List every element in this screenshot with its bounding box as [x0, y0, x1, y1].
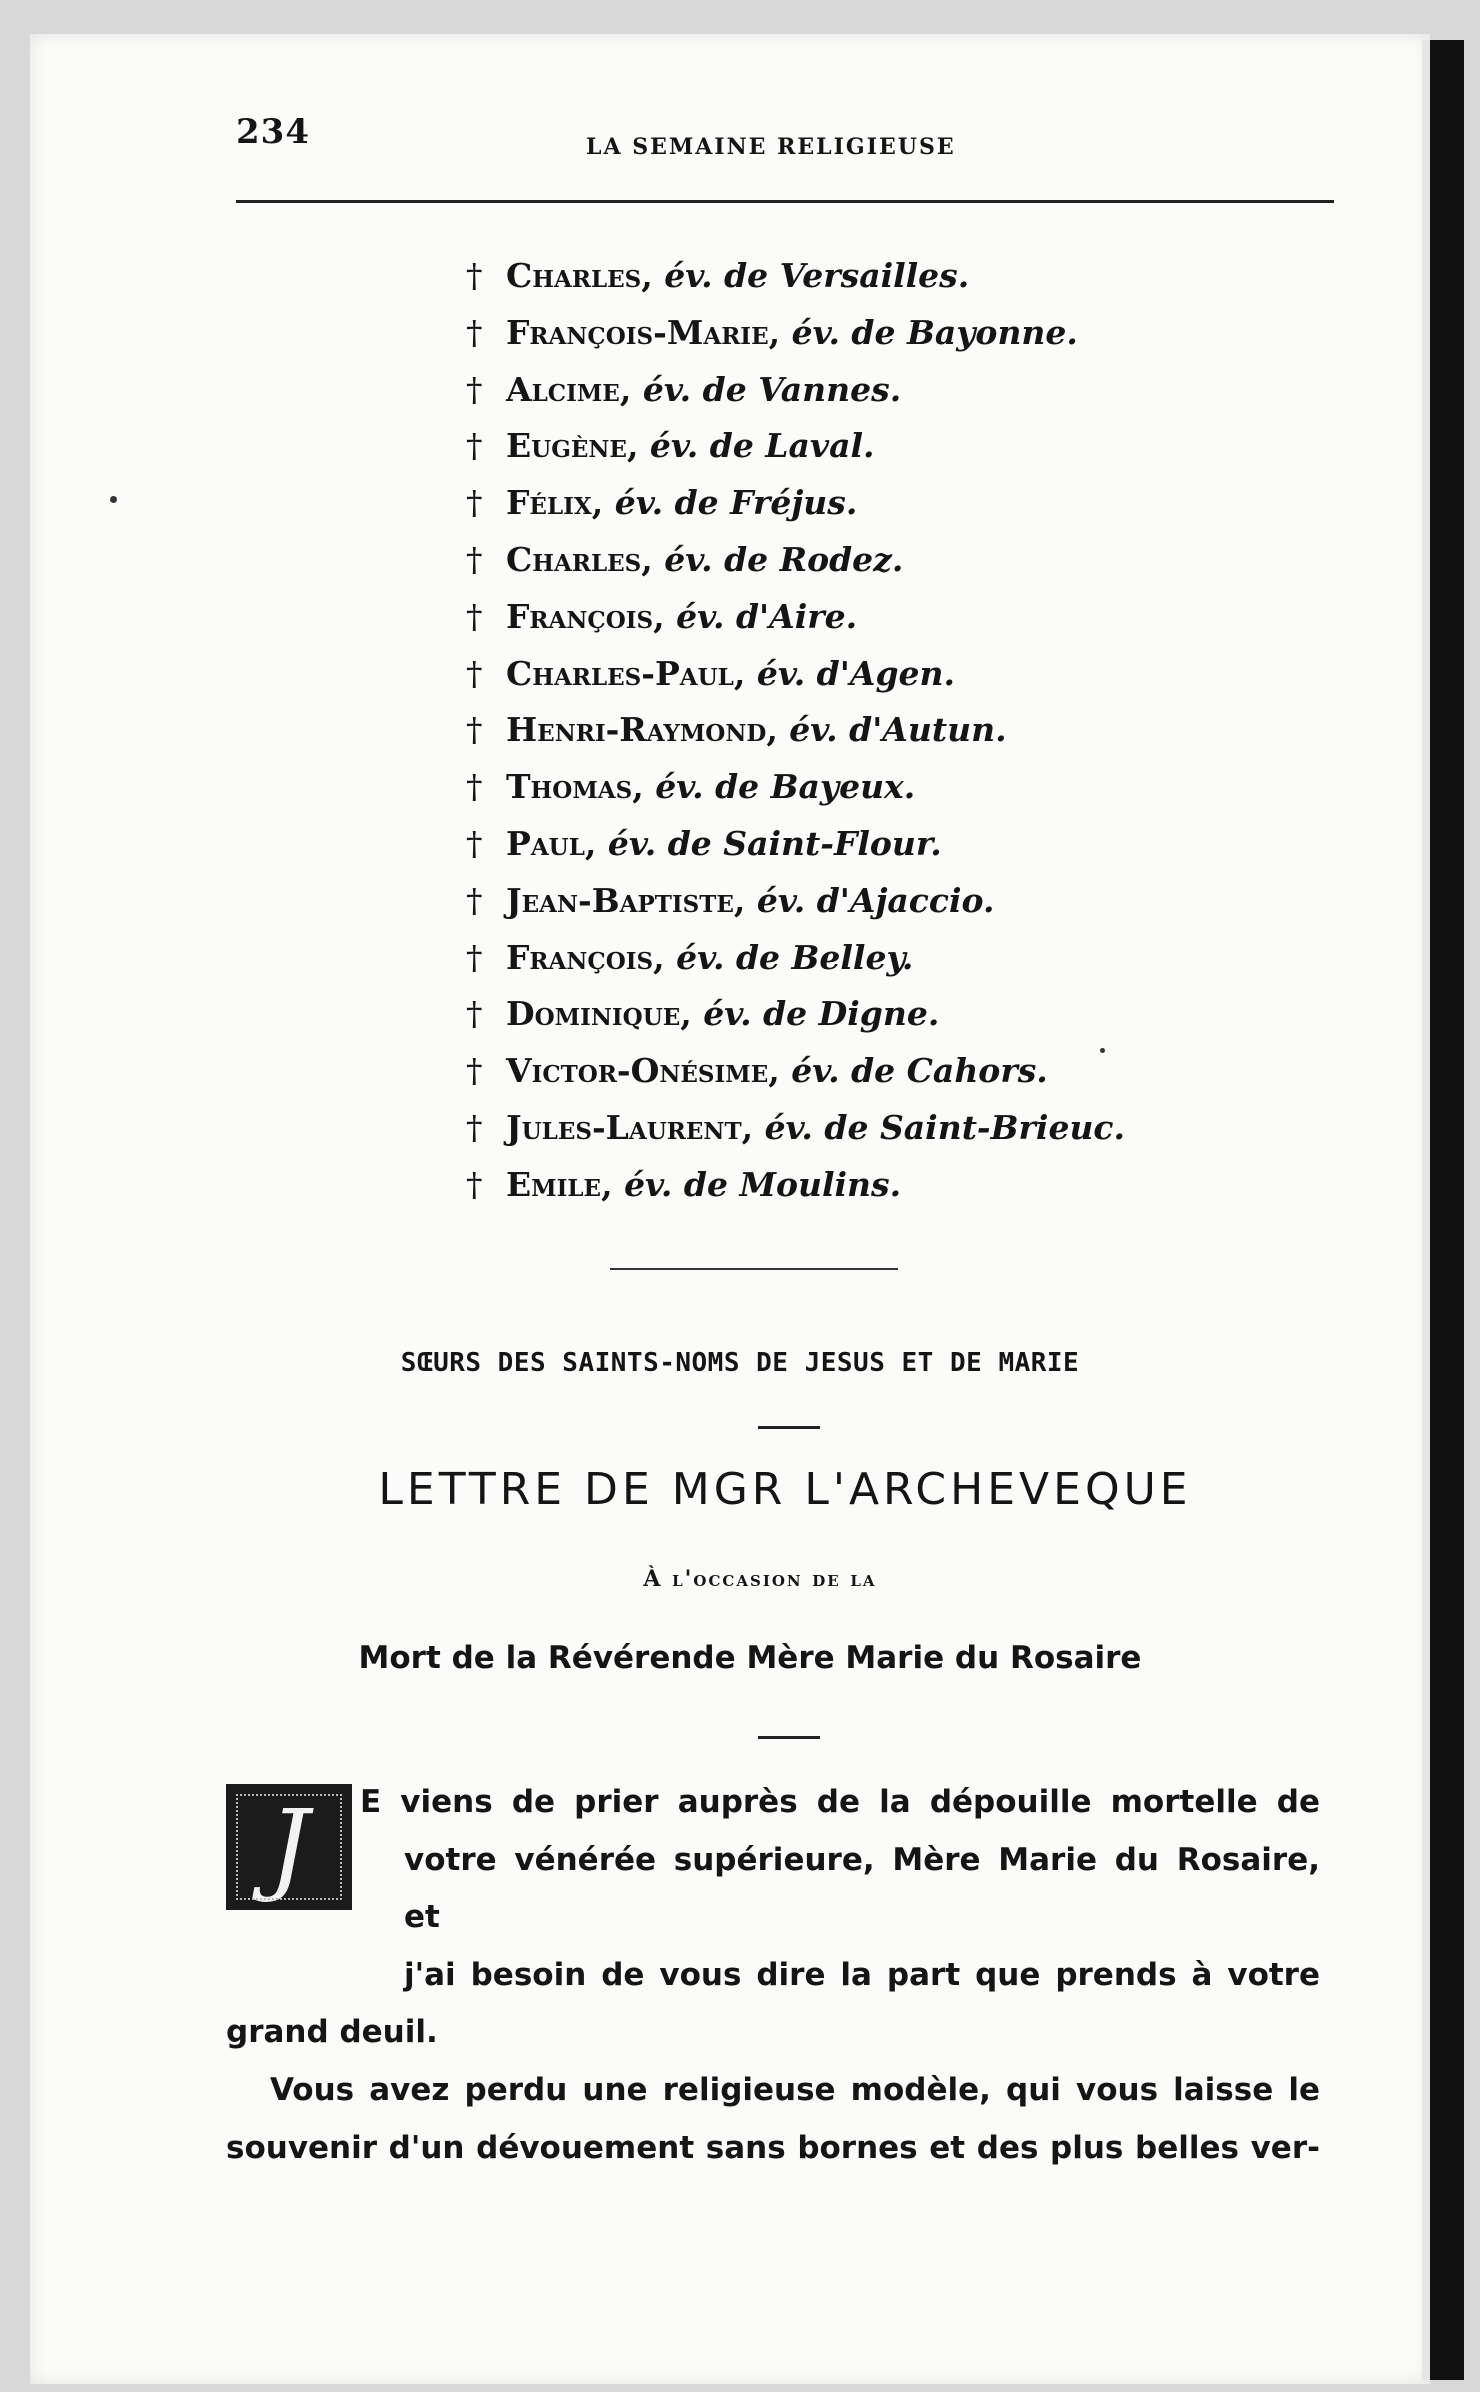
bishop-name: Henri-Raymond [506, 710, 767, 750]
bishop-see: év. de Laval. [649, 426, 875, 466]
bishop-see: év. de Saint-Brieuc. [764, 1107, 1126, 1147]
bishop-see: év. de Vannes. [642, 369, 902, 409]
bishop-name: Charles [506, 539, 642, 579]
bishop-entry: † Dominique, év. de Digne. [466, 986, 1125, 1043]
cross-icon: † [466, 483, 483, 523]
bishop-name: Alcime [506, 369, 620, 409]
body-line: souvenir d'un dévouement sans bornes et des plus belles ver- [226, 2129, 1320, 2166]
cross-icon: † [466, 937, 483, 977]
letter-subject: Mort de la Révérende Mère Marie du Rosaire [358, 1640, 1142, 1676]
bishop-see: év. de Digne. [703, 994, 940, 1034]
bishop-name: Jean-Baptiste [506, 880, 734, 920]
drop-cap-letter: J [268, 1788, 310, 1905]
section-divider [610, 1268, 898, 1270]
cross-icon: † [466, 1051, 483, 1091]
cross-icon: † [466, 1164, 483, 1204]
bishop-see: év. de Fréjus. [614, 483, 858, 523]
bishop-name: Charles [506, 256, 642, 295]
cross-icon: † [466, 823, 483, 863]
page-number: 234 [236, 112, 310, 152]
bishop-see: év. de Bayonne. [791, 312, 1078, 352]
bishop-name: Félix [506, 483, 592, 523]
bishop-entry: † Henri-Raymond, év. d'Autun. [466, 702, 1125, 759]
bishop-entry: † Emile, év. de Moulins. [466, 1157, 1125, 1214]
bishop-entry: † Eugène, év. de Laval. [466, 418, 1125, 475]
cross-icon: † [466, 312, 483, 352]
bishop-see: év. de Saint-Flour. [607, 823, 942, 863]
cross-icon: † [466, 256, 483, 295]
bishop-entry: † Paul, év. de Saint-Flour. [466, 816, 1125, 873]
bishop-name: Thomas [506, 767, 633, 807]
bishop-entry: † Thomas, év. de Bayeux. [466, 759, 1125, 816]
bishop-entry: † Jules-Laurent, év. de Saint-Brieuc. [466, 1100, 1125, 1157]
bishop-name: François [506, 937, 654, 977]
bishop-see: év. de Belley. [676, 937, 914, 977]
bishop-entry: † François, év. d'Aire. [466, 589, 1125, 646]
bishop-see: év. d'Ajaccio. [756, 880, 995, 920]
bishop-entry: † Victor-Onésime, év. de Cahors. [466, 1043, 1125, 1100]
ornament-rule [758, 1736, 820, 1739]
body-line: E viens de prier auprès de la dépouille mortelle de [360, 1784, 1320, 1820]
bishop-name: Dominique [506, 994, 681, 1034]
ornament-rule [758, 1426, 820, 1429]
bishop-see: év. d'Agen. [756, 653, 956, 693]
page-edge-dark [1430, 40, 1464, 2380]
bishop-entry: † Jean-Baptiste, év. d'Ajaccio. [466, 873, 1125, 930]
cross-icon: † [466, 426, 483, 466]
bishop-see: év. d'Autun. [789, 710, 1007, 750]
bishop-see: év. de Rodez. [664, 539, 904, 579]
bishop-signature-list [466, 248, 1125, 1214]
bishop-entry: † Charles, év. de Rodez. [466, 532, 1125, 589]
bishop-name: Jules-Laurent [506, 1107, 742, 1147]
header-rule [236, 200, 1334, 203]
bishop-name: Emile [506, 1164, 602, 1204]
cross-icon: † [466, 880, 483, 920]
scan-speck [1100, 1048, 1105, 1053]
occasion-line: À l'occasion de la [643, 1566, 877, 1592]
bishop-name: François-Marie [506, 312, 769, 352]
bishop-entry: † Charles-Paul, év. d'Agen. [466, 646, 1125, 703]
cross-icon: † [466, 767, 483, 807]
cross-icon: † [466, 653, 483, 693]
running-title: LA SEMAINE RELIGIEUSE [586, 134, 956, 160]
bishop-entry: † Charles, év. de Versailles. [466, 248, 1125, 305]
cross-icon: † [466, 1107, 483, 1147]
cross-icon: † [466, 369, 483, 409]
bishop-see: év. de Cahors. [791, 1051, 1048, 1091]
bishop-entry: † François-Marie, év. de Bayonne. [466, 305, 1125, 362]
congregation-heading: SŒURS DES SAINTS-NOMS DE JESUS ET DE MARIE [400, 1348, 1080, 1378]
bishop-entry: † Alcime, év. de Vannes. [466, 362, 1125, 419]
bishop-see: év. d'Aire. [676, 596, 858, 636]
bishop-see: év. de Versailles. [664, 256, 970, 295]
bishop-name: Charles-Paul [506, 653, 734, 693]
bishop-name: Victor-Onésime [506, 1051, 769, 1091]
letter-title: LETTRE DE MGR L'ARCHEVEQUE [378, 1464, 1192, 1515]
bishop-entry: † Félix, év. de Fréjus. [466, 475, 1125, 532]
bishop-name: François [506, 596, 654, 636]
letter-body [226, 1774, 1320, 2177]
body-line: grand deuil. [226, 2014, 438, 2051]
cross-icon: † [466, 710, 483, 750]
bishop-name: Paul [506, 823, 585, 863]
body-line: Vous avez perdu une religieuse modèle, qui vous laisse le [270, 2071, 1320, 2108]
body-line: votre vénérée supérieure, Mère Marie du Rosaire, et [404, 1841, 1320, 1936]
body-line: j'ai besoin de vous dire la part que prends à votre [404, 1956, 1320, 1993]
scan-speck [110, 496, 117, 503]
cross-icon: † [466, 539, 483, 579]
bishop-entry: † François, év. de Belley. [466, 930, 1125, 987]
bishop-see: év. de Bayeux. [655, 767, 916, 807]
cross-icon: † [466, 994, 483, 1034]
cross-icon: † [466, 596, 483, 636]
bishop-see: év. de Moulins. [624, 1164, 902, 1204]
bishop-name: Eugène [506, 426, 627, 466]
